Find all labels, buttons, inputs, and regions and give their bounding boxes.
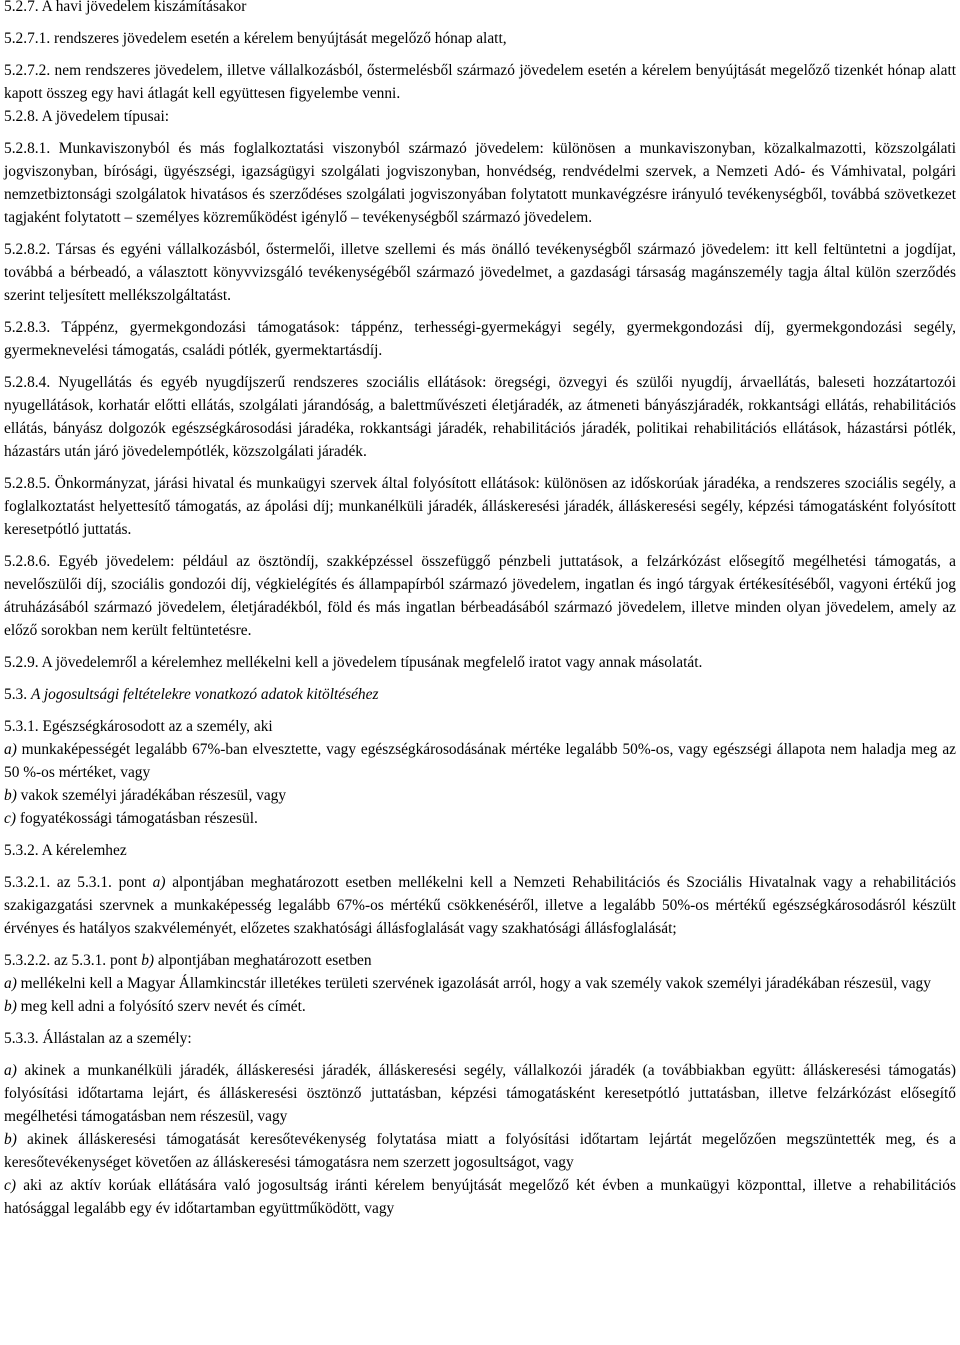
paragraph-text: alpontjában meghatározott esetben mellékelni kell a Nemzeti Rehabilitációs és Szociális Hivatalnak vagy a rehabilitációs szakigazgatási szervnek a munkaképesség legalább 67%-os mértékű csökkenéséről, illetve a legalább 50%-os mértékű egészségkárosodásról készült érvényes és hatályos szakvéleményét, előzetes szakhatósági állásfoglalását vagy szakhatósági állásfoglalását;: [4, 874, 957, 937]
paragraph-text: aki az aktív korúak ellátására való jogosultság iránti kérelem benyújtását megelőző két évben a munkaügyi központtal, illetve a rehabilitációs hatósággal legalább egy év időtartamban együttműködött, vagy: [4, 1177, 956, 1217]
paragraph-5-2-8-3: [4, 316, 956, 362]
paragraph-5-3-3: [4, 1027, 956, 1050]
section-heading-5-2-8: [4, 105, 956, 128]
paragraph-5-2-8-1: [4, 137, 956, 229]
paragraph-prefix: 5.3.2.2. az 5.3.1. pont: [4, 952, 142, 969]
paragraph-5-2-8-6: [4, 550, 956, 642]
paragraph-5-2-9: [4, 651, 956, 674]
list-item-5-3-3-b: [4, 1128, 956, 1174]
paragraph-text: meg kell adni a folyósító szerv nevét és címét.: [16, 998, 306, 1015]
list-letter: c): [4, 1177, 16, 1194]
list-letter: b): [141, 952, 155, 969]
section-title: A jogosultsági feltételekre vonatkozó adatok kitöltéséhez: [30, 686, 379, 703]
section-heading-5-2-7: [4, 0, 956, 18]
paragraph-5-2-8-4: [4, 371, 956, 463]
list-letter: b): [4, 1131, 17, 1148]
paragraph-5-2-8-2: [4, 238, 956, 307]
paragraph-text: munkaképességét legalább 67%-ban elvesztette, vagy egészségkárosodásának mértéke legalább 50%-os, vagy egészségi állapota nem haladja meg az 50 %-os mértéket, vagy: [4, 741, 956, 781]
list-letter: b): [4, 998, 17, 1015]
paragraph-text: 5.2.7.1. rendszeres jövedelem esetén a kérelem benyújtását megelőző hónap alatt,: [4, 30, 507, 47]
list-item-5-3-1-c: [4, 807, 956, 830]
paragraph-text: 5.3.1. Egészségkárosodott az a személy, aki: [4, 718, 273, 735]
paragraph-5-3-2-1: [4, 871, 956, 940]
paragraph-text: mellékelni kell a Magyar Államkincstár illetékes területi szervének igazolását arról, hogy a vak személy vakok személyi járadékában részesül, vagy: [16, 975, 931, 992]
list-item-5-3-1-a: [4, 738, 956, 784]
section-number: 5.3.: [4, 686, 31, 703]
paragraph-prefix: 5.3.2.1. az 5.3.1. pont: [4, 874, 153, 891]
list-item-5-3-3-c: [4, 1174, 956, 1220]
paragraph-text: 5.2.8.1. Munkaviszonyból és más foglalkoztatási viszonyból származó jövedelem: különösen a munkaviszonyban, közalkalmazotti, közszolgálati jogviszonyban, bírósági, ügyészségi, igazságügyi szolgálati jogviszonyban, honvédség, rendvédelmi szervek, a Nemzeti Adó- és Vámhivatal, polgári nemzetbiztonsági szolgálatok hivatásos és szerződéses szolgálati jogviszonyában folytatott munkavégzésre irányuló tevékenységből, továbbá szövetkezet tagjaként folytatott – személyes közreműködést igénylő – tevékenységből származó jövedelem.: [4, 140, 956, 226]
paragraph-text: 5.2.8. A jövedelem típusai:: [4, 108, 170, 125]
paragraph-5-2-8-5: [4, 472, 956, 541]
paragraph-text: fogyatékossági támogatásban részesül.: [15, 810, 258, 827]
list-item-5-3-3-a: [4, 1059, 956, 1128]
paragraph-text: 5.2.9. A jövedelemről a kérelemhez mellékelni kell a jövedelem típusának megfelelő iratot vagy annak másolatát.: [4, 654, 703, 671]
paragraph-5-2-7-1: [4, 27, 956, 50]
paragraph-5-3-2: [4, 839, 956, 862]
paragraph-text: 5.3.3. Állástalan az a személy:: [4, 1030, 192, 1047]
list-letter: b): [4, 787, 17, 804]
list-item-5-3-2-2-a: [4, 972, 956, 995]
paragraph-text: 5.3.2. A kérelemhez: [4, 842, 127, 859]
paragraph-text: 5.2.8.4. Nyugellátás és egyéb nyugdíjszerű rendszeres szociális ellátások: öregségi, özvegyi és szülői nyugdíj, árvaellátás, baleseti hozzátartozói nyugellátások, korhatár előtti ellátás, szolgálati járandóság, a balettművészeti életjáradék, az átmeneti bányászjáradék, rokkantsági ellátás, rehabilitációs ellátás, bányász dolgozók egészségkárosodási járadéka, rokkantsági járadék, rehabilitációs járadék, politikai rehabilitációs ellátások, házastársi pótlék, házastárs után járó jövedelempótlék, közszolgálati járadék.: [4, 374, 956, 460]
list-letter: a): [152, 874, 166, 891]
list-letter: c): [4, 810, 16, 827]
list-letter: a): [4, 975, 17, 992]
paragraph-text: 5.2.7. A havi jövedelem kiszámításakor: [4, 0, 247, 15]
paragraph-5-3-2-2: [4, 949, 956, 972]
section-heading-5-3: [4, 683, 956, 706]
paragraph-text: alpontjában meghatározott esetben: [154, 952, 372, 969]
paragraph-text: vakok személyi járadékában részesül, vagy: [16, 787, 287, 804]
list-letter: a): [4, 1062, 17, 1079]
paragraph-5-2-7-2: [4, 59, 956, 105]
list-item-5-3-2-2-b: [4, 995, 956, 1018]
paragraph-text: 5.2.7.2. nem rendszeres jövedelem, illetve vállalkozásból, őstermelésből származó jövedelem esetén a kérelem benyújtását megelőző tizenkét hónap alatt kapott összeg egy havi átlagát kell együttesen figyelembe venni.: [4, 62, 956, 102]
paragraph-text: akinek álláskeresési támogatását keresőtevékenység folytatása miatt a folyósítási időtartam lejártát megelőzően megszüntették meg, és a keresőtevékenységet követően az álláskeresési támogatásra nem szerzett jogosultságot, vagy: [4, 1131, 956, 1171]
paragraph-5-3-1: [4, 715, 956, 738]
paragraph-text: 5.2.8.5. Önkormányzat, járási hivatal és munkaügyi szervek által folyósított ellátások: különösen az időskorúak járadéka, a rendszeres szociális segély, a foglalkoztatást helyettesítő támogatás, az ápolási díj; munkanélküli járadék, álláskeresési járadék, álláskeresési segély, képzési támogatásként folyósított keresetpótló juttatás.: [4, 475, 956, 538]
list-letter: a): [4, 741, 17, 758]
paragraph-text: 5.2.8.6. Egyéb jövedelem: például az ösztöndíj, szakképzéssel összefüggő pénzbeli juttatások, a felzárkózást elősegítő megélhetési támogatás, a nevelőszülői díj, szociális gondozói díj, végkielégítés és állampapírból származó jövedelem, ingatlan és ingó tárgyak értékesítéséből, vagyoni értékű jog átruházásából származó jövedelem, életjáradékból, föld és más ingatlan bérbeadásából származó jövedelem, illetve minden olyan jövedelem, amely az előző sorokban nem került feltüntetésre.: [4, 553, 956, 639]
paragraph-text: 5.2.8.2. Társas és egyéni vállalkozásból, őstermelői, illetve szellemi és más önálló tevékenységből származó jövedelem: itt kell feltüntetni a jogdíjat, továbbá a bérbeadó, a választott könyvvizsgáló tevékenységéből származó jövedelmet, a gazdasági társaság magánszemély tagja által külön szerződés szerint teljesített mellékszolgáltatást.: [4, 241, 956, 304]
paragraph-text: 5.2.8.3. Táppénz, gyermekgondozási támogatások: táppénz, terhességi-gyermekágyi segély, gyermekgondozási díj, gyermekgondozási segély, gyermeknevelési támogatás, családi pótlék, gyermektartásdíj.: [4, 319, 956, 359]
list-item-5-3-1-b: [4, 784, 956, 807]
paragraph-text: akinek a munkanélküli járadék, álláskeresési járadék, álláskeresési segély, vállalkozói járadék (a továbbiakban együtt: álláskeresési támogatás) folyósítási időtartama lejárt, és álláskeresési ösztönző juttatásban, képzési támogatásként keresetpótló juttatásban, illetve felzárkózást elősegítő megélhetési támogatásban nem részesül, vagy: [4, 1062, 956, 1125]
